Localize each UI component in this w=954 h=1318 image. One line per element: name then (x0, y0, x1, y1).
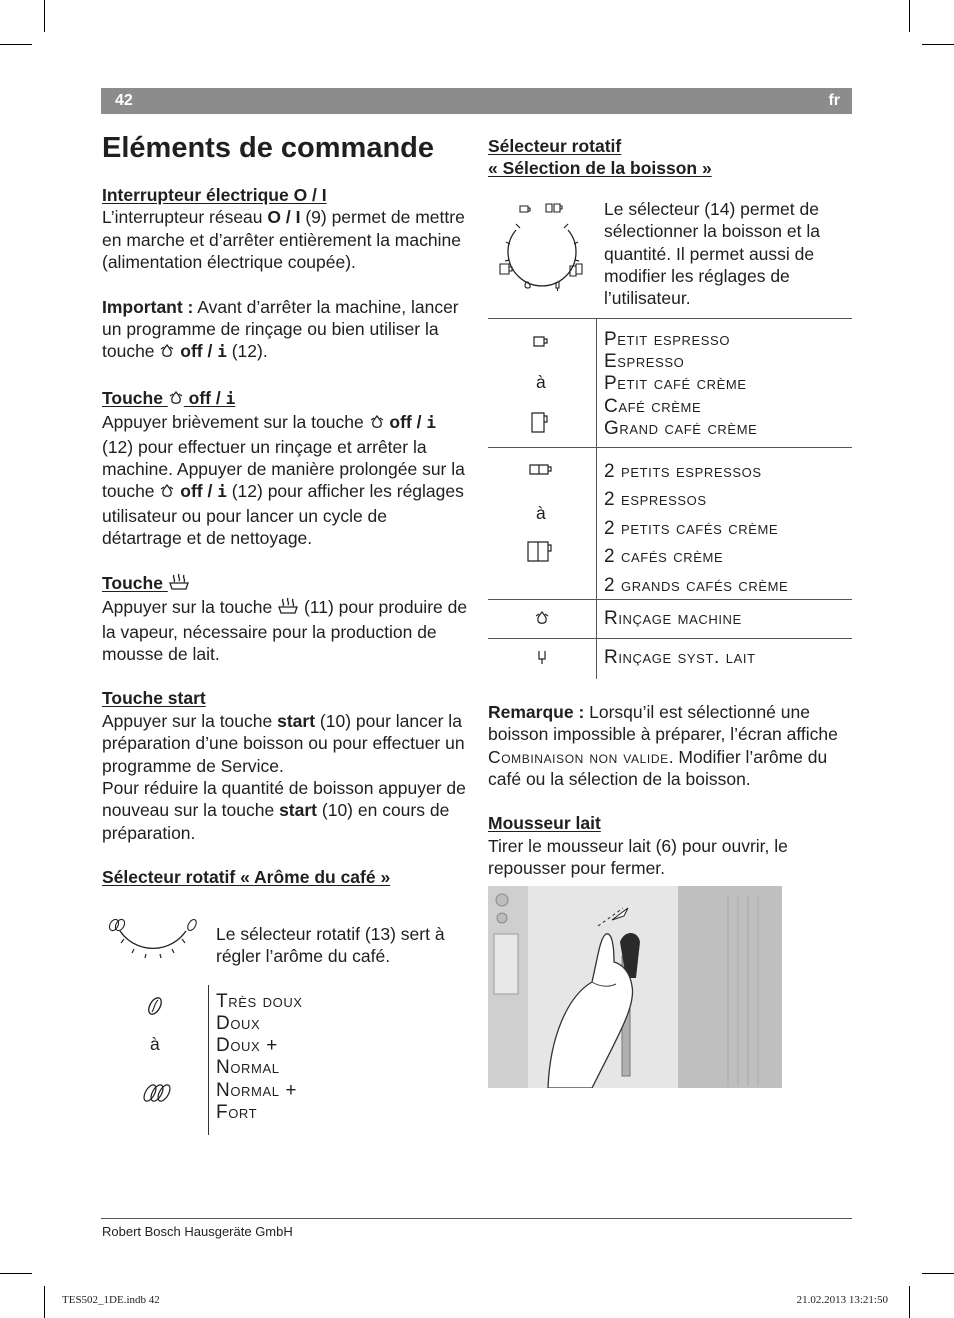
aroma-level: Doux (216, 1012, 261, 1034)
range-to-label: à (536, 371, 546, 392)
single-beverage-list (604, 319, 852, 440)
steam-icon (277, 597, 299, 620)
text: Appuyer brièvement sur la touche (102, 412, 369, 433)
text: Lorsqu’il est sélectionné une boisson impossible à préparer, l’écran affiche (488, 701, 838, 745)
rinse-icon (534, 610, 550, 626)
info-glyph: i (217, 482, 227, 502)
beverage-dial-icon (494, 198, 590, 308)
paragraph (102, 296, 470, 365)
bold-text: off / (384, 412, 427, 433)
beverage-option: 2 espressos (604, 489, 707, 511)
footer-divider (101, 1218, 852, 1219)
aroma-description: Le sélecteur rotatif (13) sert à régler l’arôme du café. (216, 923, 445, 966)
rinse-icon (369, 413, 385, 435)
icon-column (488, 639, 597, 679)
section-title: Touche start (102, 688, 206, 709)
paragraph (102, 206, 470, 273)
beverage-dial-row (488, 194, 852, 319)
rinse-row (488, 600, 852, 639)
section-title (102, 387, 470, 411)
beverage-option: Espresso (604, 351, 685, 373)
bold-text: Important : (102, 296, 194, 317)
section-title: Interrupteur électrique O / I (102, 185, 327, 205)
milk-rinse-row (488, 639, 852, 679)
section-important (102, 296, 470, 365)
language-code: fr (828, 92, 840, 109)
text: (12) pour afficher les réglages utilisateur ou pour lancer un cycle de détartrage et de nettoyage. (102, 481, 464, 549)
beverage-option: 2 petits cafés crème (604, 517, 779, 539)
page-title: Eléments de commande (102, 132, 434, 164)
crop-mark (922, 44, 954, 45)
aroma-table (102, 903, 470, 1143)
section-start-button (102, 687, 470, 844)
bold-text: start (277, 710, 316, 731)
text: Appuyer sur la touche (102, 710, 278, 731)
page-number: 42 (115, 92, 133, 109)
milk-frother-photo (488, 886, 782, 1088)
aroma-level: Fort (216, 1102, 258, 1124)
crop-mark (44, 0, 45, 32)
three-beans-icon (142, 1081, 172, 1105)
text: (11) pour produire de la vapeur, nécessaire pour la production de mousse de lait. (102, 597, 468, 664)
rinse-option: Rinçage machine (604, 607, 742, 629)
steam-icon (168, 573, 190, 596)
section-title: Sélecteur rotatif « Arôme du café » (102, 867, 391, 888)
two-large-cups-icon (526, 540, 554, 564)
beverage-option: Petit café crème (604, 373, 747, 395)
rinse-icon (159, 482, 175, 504)
section-title: Sélecteur rotatif (488, 136, 622, 156)
range-to-label: à (536, 502, 546, 523)
info-glyph: i (217, 342, 227, 362)
header-bar (101, 88, 852, 114)
milk-rinse-option: Rinçage syst. lait (604, 646, 756, 668)
paragraph (102, 411, 470, 549)
range-to-label: à (150, 1033, 160, 1054)
crop-mark (909, 1286, 910, 1318)
two-small-cups-icon (528, 462, 554, 478)
info-glyph: i (426, 413, 436, 433)
text: (10) pour lancer la préparation d’une boisson ou pour effectuer un programme de Service. (102, 710, 465, 776)
divider (208, 985, 209, 1135)
beverage-option: Café crème (604, 395, 702, 417)
section-aroma-selector (102, 866, 470, 1142)
rinse-icon (168, 389, 184, 411)
aroma-level: Normal (216, 1057, 280, 1079)
text: (12) pour effectuer un rinçage et arrêter la machine. Appuyer de manière prolongée sur la touche (102, 436, 465, 502)
crop-mark (922, 1273, 954, 1274)
crop-mark (44, 1286, 45, 1318)
beverage-option: Petit espresso (604, 328, 731, 350)
aroma-level: Normal + (216, 1079, 298, 1101)
text: Pour réduire la quantité de boisson appuyer de nouveau sur la touche (102, 777, 466, 821)
beverage-option: Grand café crème (604, 418, 758, 439)
right-column (488, 135, 852, 1088)
icon-column (488, 319, 597, 447)
paragraph (102, 596, 470, 665)
milk-system-icon (536, 649, 548, 667)
beverage-table (488, 194, 852, 679)
text: . Modifier l’arôme du café ou la sélection de la boisson. (488, 746, 828, 790)
single-beverages-row (488, 319, 852, 448)
aroma-level: Très doux (216, 990, 303, 1012)
section-power-switch (102, 184, 470, 274)
bean-icon (146, 995, 164, 1017)
footer-company: Robert Bosch Hausgeräte GmbH (102, 1224, 293, 1239)
text: (10) en cours de préparation. (102, 800, 450, 843)
bold-text: off / (175, 481, 218, 502)
section-title: Mousseur lait (488, 813, 601, 834)
text: Appuyer sur la touche (102, 597, 278, 618)
paragraph (102, 777, 470, 844)
rinse-icon (159, 342, 175, 364)
beverage-option: 2 grands cafés crème (604, 574, 789, 596)
text: Avant d’arrêter la machine, lancer un programme de rinçage ou bien utiliser la touche (102, 296, 459, 362)
section-title: « Sélection de la boisson » (488, 158, 712, 179)
text: (12). (226, 341, 268, 362)
left-column (102, 130, 470, 1143)
bold-text: start (279, 800, 318, 821)
crop-mark (0, 44, 32, 45)
aroma-levels (216, 991, 303, 1125)
text: (9) permet de mettre en marche et d’arrêter entièrement la machine (alimentation électrique coupée). (102, 207, 465, 273)
display-message: Combinaison non valide (488, 746, 669, 767)
double-beverage-list (604, 448, 852, 601)
crop-mark (909, 0, 910, 32)
icon-column (488, 600, 597, 638)
bold-text: Remarque : (488, 701, 585, 722)
double-beverages-row (488, 448, 852, 600)
bold-text: O / I (267, 207, 301, 228)
beverage-option: 2 petits espressos (604, 460, 762, 482)
small-cup-icon (532, 335, 550, 349)
aroma-dial-icon (102, 917, 204, 983)
section-title (102, 572, 470, 596)
section-steam-button (102, 572, 470, 666)
print-slug-file: TES502_1DE.indb 42 (62, 1294, 160, 1306)
aroma-level: Doux + (216, 1035, 278, 1057)
remark-paragraph (488, 701, 852, 791)
beverage-option: 2 cafés crème (604, 546, 724, 568)
print-slug-date: 21.02.2013 13:21:50 (796, 1294, 888, 1306)
crop-mark (0, 1273, 32, 1274)
icon-column (488, 448, 597, 599)
text: off / (183, 387, 226, 408)
section-off-button (102, 387, 470, 550)
text: Touche (102, 387, 168, 408)
text: Touche (102, 572, 168, 593)
text: L’interrupteur réseau (102, 207, 268, 228)
paragraph: Tirer le mousseur lait (6) pour ouvrir, le repousser pour fermer. (488, 835, 788, 879)
large-cup-icon (530, 411, 550, 435)
paragraph (102, 710, 470, 777)
info-glyph: i (225, 388, 236, 408)
bold-text: off / (180, 341, 218, 362)
selector-description: Le sélecteur (14) permet de sélectionner la boisson et la quantité. Il permet aussi de modifier les réglages de l’utilisateur. (604, 198, 820, 309)
